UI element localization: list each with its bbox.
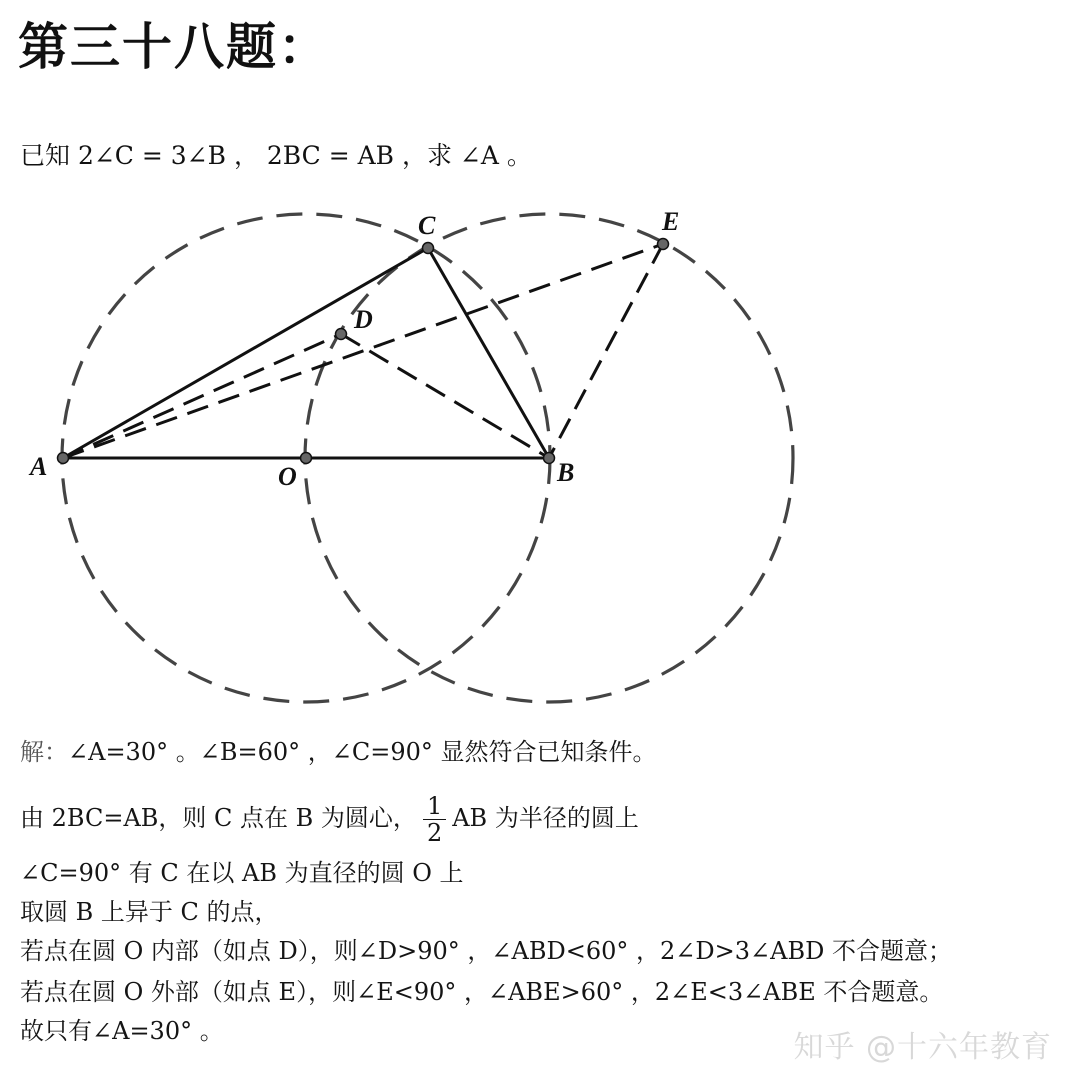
point-a	[58, 453, 69, 464]
fraction-half	[423, 793, 446, 846]
solution-line-5: 若点在圆 O 内部（如点 D），则∠D>90° ，∠ABD<60° ，2∠D>3∠ABD 不合题意；	[20, 937, 952, 965]
segment-ae	[63, 244, 663, 458]
segment-cb	[428, 248, 549, 458]
point-b	[544, 453, 555, 464]
point-d	[336, 329, 347, 340]
problem-title: 第三十八题：	[18, 18, 330, 76]
zhihu-watermark: 知乎 @十六年教育	[793, 1030, 1052, 1065]
solution-line-2-before: 由 2BC=AB，则 C 点在 B 为圆心，	[20, 804, 417, 832]
segment-eb	[549, 244, 663, 458]
solution-line-7: 故只有∠A=30° 。	[20, 1017, 224, 1045]
solution-line-4: 取圆 B 上异于 C 的点，	[20, 898, 279, 926]
label-b: B	[557, 458, 575, 487]
point-o	[301, 453, 312, 464]
fraction-numerator: 1	[423, 793, 446, 820]
segment-db	[341, 334, 549, 458]
label-e: E	[662, 207, 680, 236]
point-c	[423, 243, 434, 254]
solution-line-2-after: AB 为半径的圆上	[452, 804, 639, 832]
label-c: C	[418, 211, 436, 240]
solution-line-6: 若点在圆 O 外部（如点 E），则∠E<90° ，∠ABE>60° ，2∠E<3∠ABE 不合题意。	[20, 978, 944, 1006]
point-e	[658, 239, 669, 250]
fraction-denominator: 2	[426, 819, 443, 847]
solution-line-3: ∠C=90° 有 C 在以 AB 为直径的圆 O 上	[20, 859, 464, 887]
label-d: D	[354, 305, 373, 334]
label-a: A	[30, 452, 48, 481]
label-o: O	[278, 462, 297, 491]
solution-lead: 解：	[20, 738, 68, 766]
solution-line-1	[20, 735, 657, 769]
problem-statement: 已知 2∠C = 3∠B ， 2BC = AB ，求 ∠A 。	[20, 141, 532, 170]
solution-line-2	[20, 793, 639, 846]
segment-ad	[63, 334, 341, 458]
solution-line-1-text: ∠A=30° 。∠B=60° ，∠C=90° 显然符合已知条件。	[68, 738, 657, 766]
